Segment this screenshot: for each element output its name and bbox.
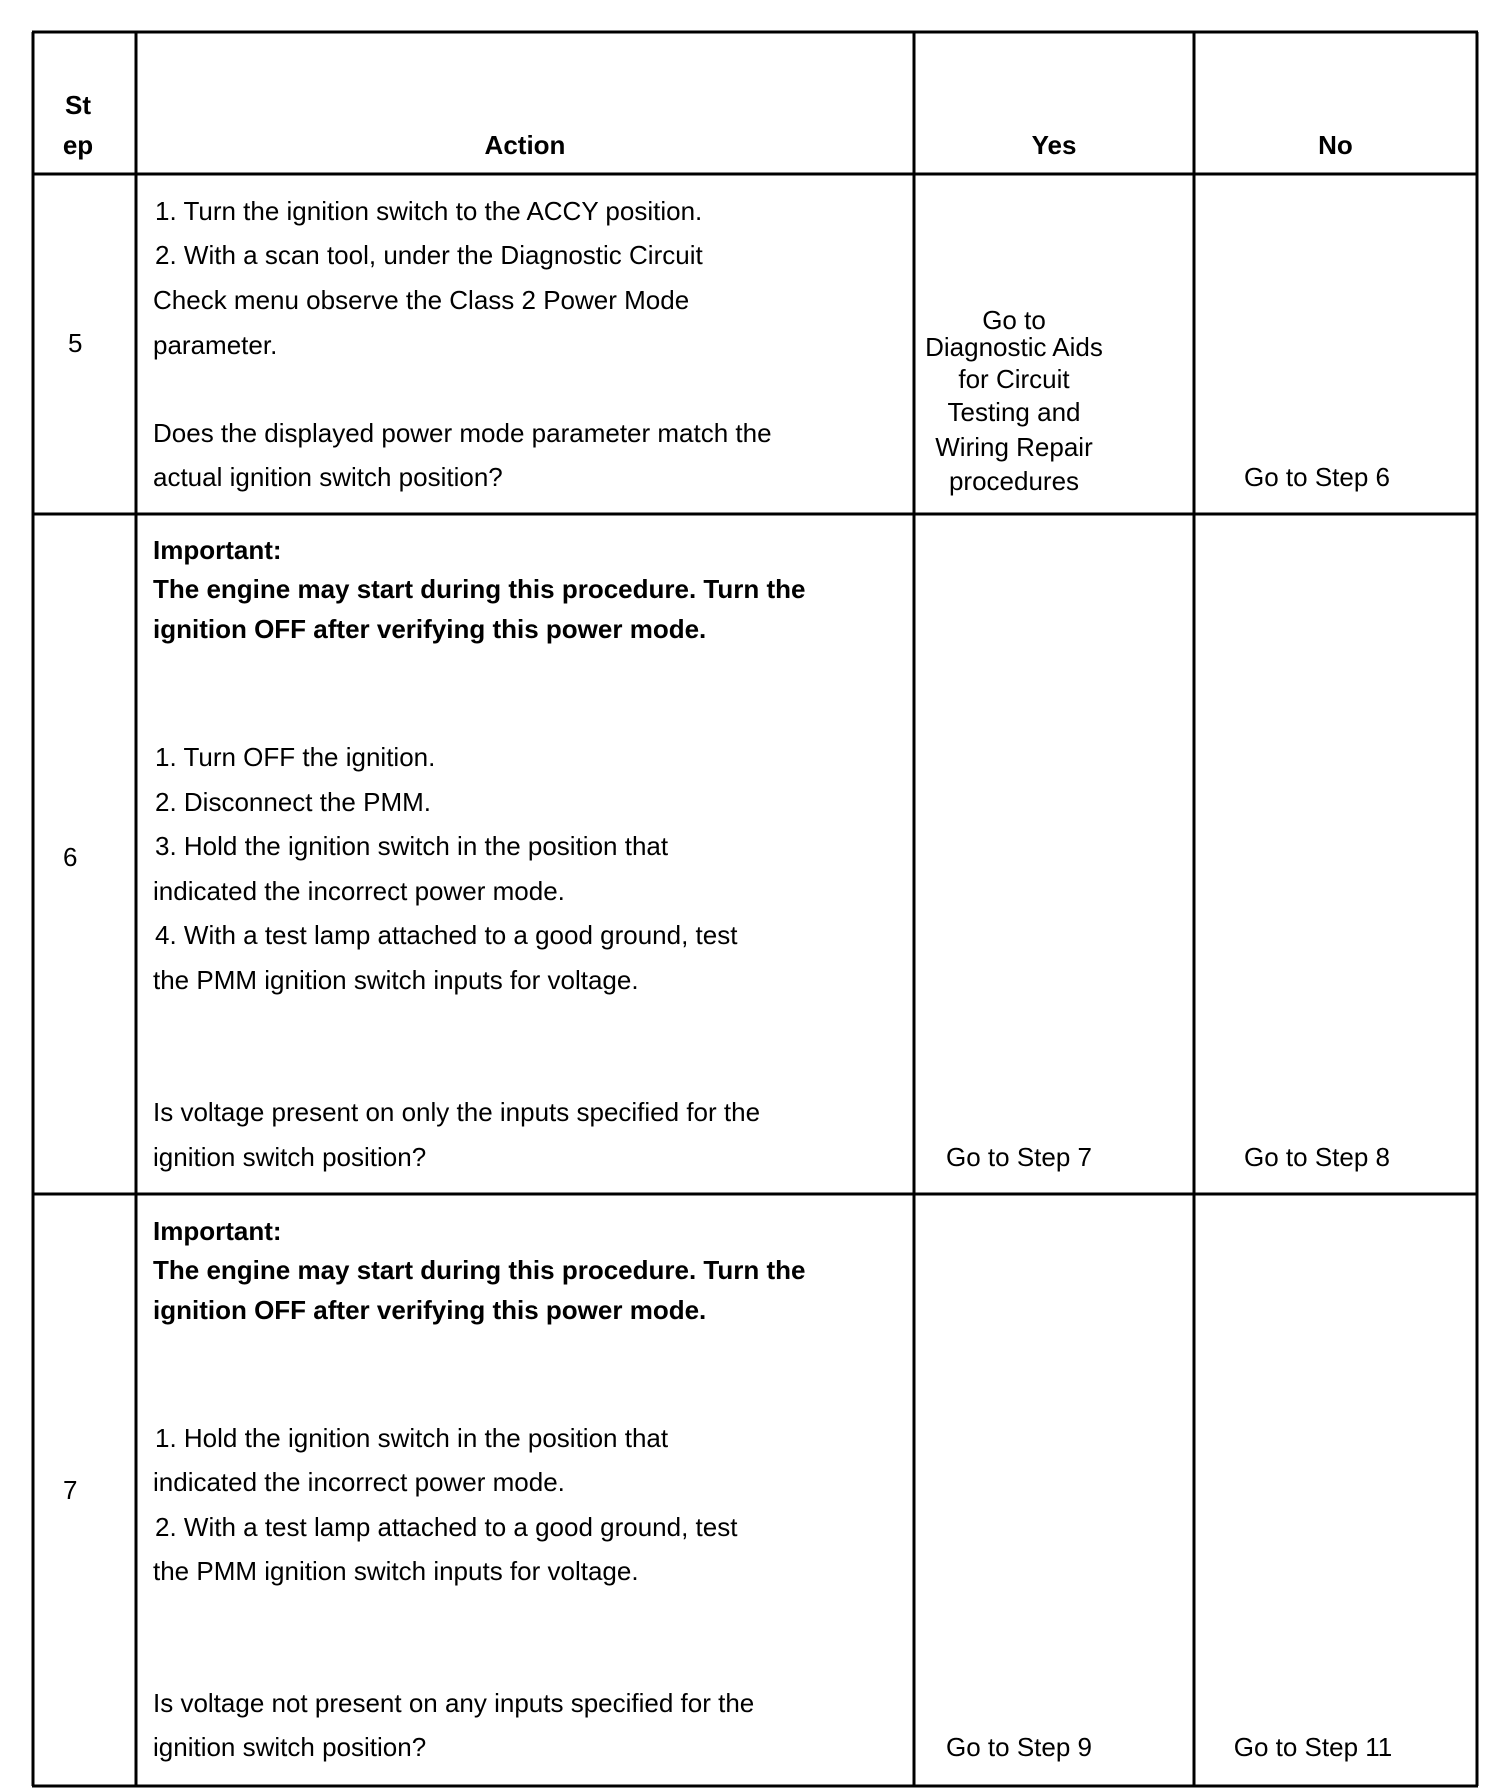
header-step-line1: St — [65, 90, 91, 120]
list-item: 1. Turn OFF the ignition. — [155, 742, 436, 772]
list-item: 1. Turn the ignition switch to the ACCY position. — [155, 196, 703, 226]
important-text: ignition OFF after verifying this power mode. — [153, 1295, 707, 1325]
important-label: Important: — [153, 535, 282, 565]
step-number: 5 — [68, 328, 83, 358]
list-item: 1. Hold the ignition switch in the position that — [155, 1423, 669, 1453]
list-item: indicated the incorrect power mode. — [153, 876, 565, 906]
no-text: Go to Step 8 — [1244, 1142, 1390, 1172]
yes-text: Go to Step 7 — [946, 1142, 1092, 1172]
list-item: Check menu observe the Class 2 Power Mode — [153, 285, 690, 315]
list-item: the PMM ignition switch inputs for voltage. — [153, 1556, 639, 1586]
yes-text-line: Go to — [982, 305, 1046, 335]
yes-text-line: procedures — [948, 466, 1080, 496]
step-number: 7 — [63, 1475, 78, 1505]
header-action: Action — [484, 130, 566, 160]
header-yes: Yes — [1031, 130, 1077, 160]
header-step-line2: ep — [62, 130, 94, 160]
important-label: Important: — [153, 1216, 282, 1246]
list-item: indicated the incorrect power mode. — [153, 1467, 565, 1497]
list-item: 2. With a test lamp attached to a good ground, test — [155, 1512, 738, 1542]
important-text: ignition OFF after verifying this power mode. — [153, 614, 707, 644]
question-text: Does the displayed power mode parameter match the — [153, 418, 772, 448]
important-text: The engine may start during this procedure. Turn the — [153, 574, 806, 604]
question-text: actual ignition switch position? — [153, 462, 503, 492]
yes-text-line: Testing and — [947, 397, 1081, 427]
header-no: No — [1318, 130, 1353, 160]
yes-text-line: for Circuit — [958, 364, 1070, 394]
list-item: parameter. — [153, 330, 278, 360]
step-number: 6 — [63, 842, 78, 872]
no-text: Go to Step 6 — [1244, 462, 1390, 492]
yes-text: Go to Step 9 — [946, 1732, 1092, 1762]
list-item: 2. With a scan tool, under the Diagnostic Circuit — [155, 240, 703, 270]
question-text: Is voltage not present on any inputs specified for the — [153, 1688, 755, 1718]
important-text: The engine may start during this procedure. Turn the — [153, 1255, 806, 1285]
question-text: ignition switch position? — [153, 1142, 427, 1172]
question-text: Is voltage present on only the inputs specified for the — [153, 1097, 761, 1127]
list-item: the PMM ignition switch inputs for voltage. — [153, 965, 639, 995]
yes-text-line: Wiring Repair — [935, 432, 1093, 462]
no-text: Go to Step 11 — [1233, 1732, 1393, 1762]
list-item: 2. Disconnect the PMM. — [155, 787, 431, 817]
list-item: 3. Hold the ignition switch in the position that — [155, 831, 669, 861]
yes-text-line: Diagnostic Aids — [925, 332, 1103, 362]
question-text: ignition switch position? — [153, 1732, 427, 1762]
list-item: 4. With a test lamp attached to a good ground, test — [155, 920, 738, 950]
